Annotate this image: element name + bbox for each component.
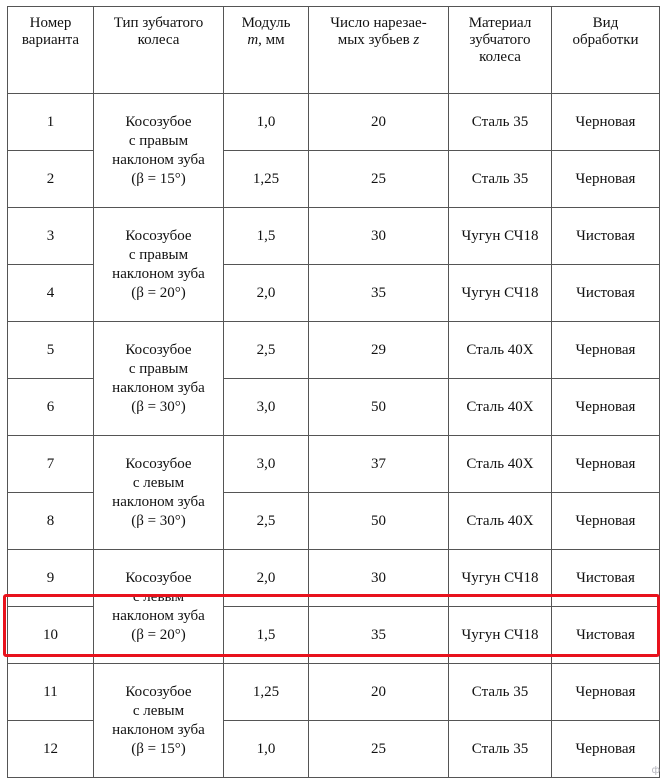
cell-processing: Черновая bbox=[552, 151, 660, 208]
gear-type-line: наклоном зуба bbox=[112, 379, 205, 396]
gear-type-line: наклоном зуба bbox=[112, 265, 205, 282]
cell-material: Сталь 40Х bbox=[449, 493, 552, 550]
gear-type-line: с левым bbox=[132, 474, 185, 491]
cell-processing: Чистовая bbox=[552, 550, 660, 607]
gear-type-line: Косозубое bbox=[125, 569, 192, 586]
cell-material: Чугун СЧ18 bbox=[449, 265, 552, 322]
cell-teeth: 35 bbox=[309, 607, 449, 664]
table-row bbox=[8, 550, 660, 607]
cell-material: Сталь 35 bbox=[449, 721, 552, 778]
gear-type-line: наклоном зуба bbox=[112, 493, 205, 510]
gear-type-line: Косозубое bbox=[125, 341, 192, 358]
cell-processing: Черновая bbox=[552, 721, 660, 778]
cell-teeth: 37 bbox=[309, 436, 449, 493]
gear-type-line: Косозубое bbox=[125, 113, 192, 130]
gear-variants-table bbox=[7, 6, 660, 778]
cell-teeth: 20 bbox=[309, 94, 449, 151]
cell-teeth: 50 bbox=[309, 379, 449, 436]
cell-processing: Черновая bbox=[552, 664, 660, 721]
table-row bbox=[8, 664, 660, 721]
table-row bbox=[8, 94, 660, 151]
gear-type-line: (β = 30°) bbox=[131, 398, 186, 415]
cell-material: Чугун СЧ18 bbox=[449, 550, 552, 607]
cell-material: Чугун СЧ18 bbox=[449, 607, 552, 664]
cell-processing: Чистовая bbox=[552, 208, 660, 265]
cell-processing: Черновая bbox=[552, 379, 660, 436]
cell-material: Сталь 40Х bbox=[449, 379, 552, 436]
gear-type-line: (β = 20°) bbox=[131, 626, 186, 643]
header-row bbox=[8, 7, 660, 94]
header-variant: Номер варианта bbox=[8, 7, 94, 94]
cell-variant: 10 bbox=[8, 607, 94, 664]
cell-variant: 4 bbox=[8, 265, 94, 322]
table-row bbox=[8, 208, 660, 265]
cell-processing: Черновая bbox=[552, 322, 660, 379]
cell-module: 3,0 bbox=[224, 379, 309, 436]
cell-processing: Черновая bbox=[552, 493, 660, 550]
gear-type-line: Косозубое bbox=[125, 455, 192, 472]
gear-type-line: наклоном зуба bbox=[112, 721, 205, 738]
cell-module: 1,0 bbox=[224, 721, 309, 778]
table-row bbox=[8, 322, 660, 379]
cell-material: Сталь 35 bbox=[449, 151, 552, 208]
cell-teeth: 50 bbox=[309, 493, 449, 550]
cell-module: 1,0 bbox=[224, 94, 309, 151]
table-body bbox=[8, 94, 660, 778]
gear-type-line: наклоном зуба bbox=[112, 151, 205, 168]
cell-variant: 3 bbox=[8, 208, 94, 265]
cell-material: Сталь 40Х bbox=[449, 322, 552, 379]
cell-module: 1,5 bbox=[224, 208, 309, 265]
cell-processing: Чистовая bbox=[552, 607, 660, 664]
cell-variant: 1 bbox=[8, 94, 94, 151]
cell-processing: Чистовая bbox=[552, 265, 660, 322]
cell-gear-type bbox=[94, 436, 224, 550]
cell-gear-type bbox=[94, 664, 224, 778]
header-material: Материал зубчатого колеса bbox=[449, 7, 552, 94]
cell-processing: Черновая bbox=[552, 436, 660, 493]
gear-type-line: (β = 30°) bbox=[131, 512, 186, 529]
watermark: ф bbox=[651, 765, 660, 776]
cell-module: 2,5 bbox=[224, 493, 309, 550]
cell-gear-type bbox=[94, 550, 224, 664]
header-processing: Вид обработки bbox=[552, 7, 660, 94]
cell-variant: 5 bbox=[8, 322, 94, 379]
gear-type-line: (β = 20°) bbox=[131, 284, 186, 301]
cell-variant: 12 bbox=[8, 721, 94, 778]
gear-type-line: с правым bbox=[128, 132, 189, 149]
gear-type-line: с левым bbox=[132, 702, 185, 719]
cell-material: Сталь 40Х bbox=[449, 436, 552, 493]
cell-teeth: 35 bbox=[309, 265, 449, 322]
header-module: Модуль m, мм bbox=[224, 7, 309, 94]
cell-variant: 7 bbox=[8, 436, 94, 493]
cell-teeth: 20 bbox=[309, 664, 449, 721]
cell-gear-type bbox=[94, 94, 224, 208]
gear-type-line: с правым bbox=[128, 246, 189, 263]
cell-variant: 2 bbox=[8, 151, 94, 208]
cell-teeth: 25 bbox=[309, 151, 449, 208]
gear-type-line: Косозубое bbox=[125, 683, 192, 700]
gear-type-line: наклоном зуба bbox=[112, 607, 205, 624]
cell-teeth: 29 bbox=[309, 322, 449, 379]
gear-type-line: с левым bbox=[132, 588, 185, 605]
cell-module: 2,5 bbox=[224, 322, 309, 379]
cell-module: 1,25 bbox=[224, 151, 309, 208]
cell-module: 1,25 bbox=[224, 664, 309, 721]
cell-material: Сталь 35 bbox=[449, 664, 552, 721]
cell-module: 2,0 bbox=[224, 550, 309, 607]
table-row bbox=[8, 436, 660, 493]
cell-variant: 6 bbox=[8, 379, 94, 436]
cell-teeth: 30 bbox=[309, 550, 449, 607]
cell-module: 3,0 bbox=[224, 436, 309, 493]
cell-teeth: 30 bbox=[309, 208, 449, 265]
cell-gear-type bbox=[94, 208, 224, 322]
gear-type-line: с правым bbox=[128, 360, 189, 377]
cell-module: 2,0 bbox=[224, 265, 309, 322]
cell-variant: 9 bbox=[8, 550, 94, 607]
cell-variant: 8 bbox=[8, 493, 94, 550]
cell-teeth: 25 bbox=[309, 721, 449, 778]
cell-module: 1,5 bbox=[224, 607, 309, 664]
cell-material: Чугун СЧ18 bbox=[449, 208, 552, 265]
cell-gear-type bbox=[94, 322, 224, 436]
gear-type-line: (β = 15°) bbox=[131, 740, 186, 757]
gear-type-line: (β = 15°) bbox=[131, 170, 186, 187]
cell-variant: 11 bbox=[8, 664, 94, 721]
cell-processing: Черновая bbox=[552, 94, 660, 151]
header-type: Тип зубчатого колеса bbox=[94, 7, 224, 94]
header-teeth: Число нарезае- мых зубьев z bbox=[309, 7, 449, 94]
cell-material: Сталь 35 bbox=[449, 94, 552, 151]
gear-type-line: Косозубое bbox=[125, 227, 192, 244]
